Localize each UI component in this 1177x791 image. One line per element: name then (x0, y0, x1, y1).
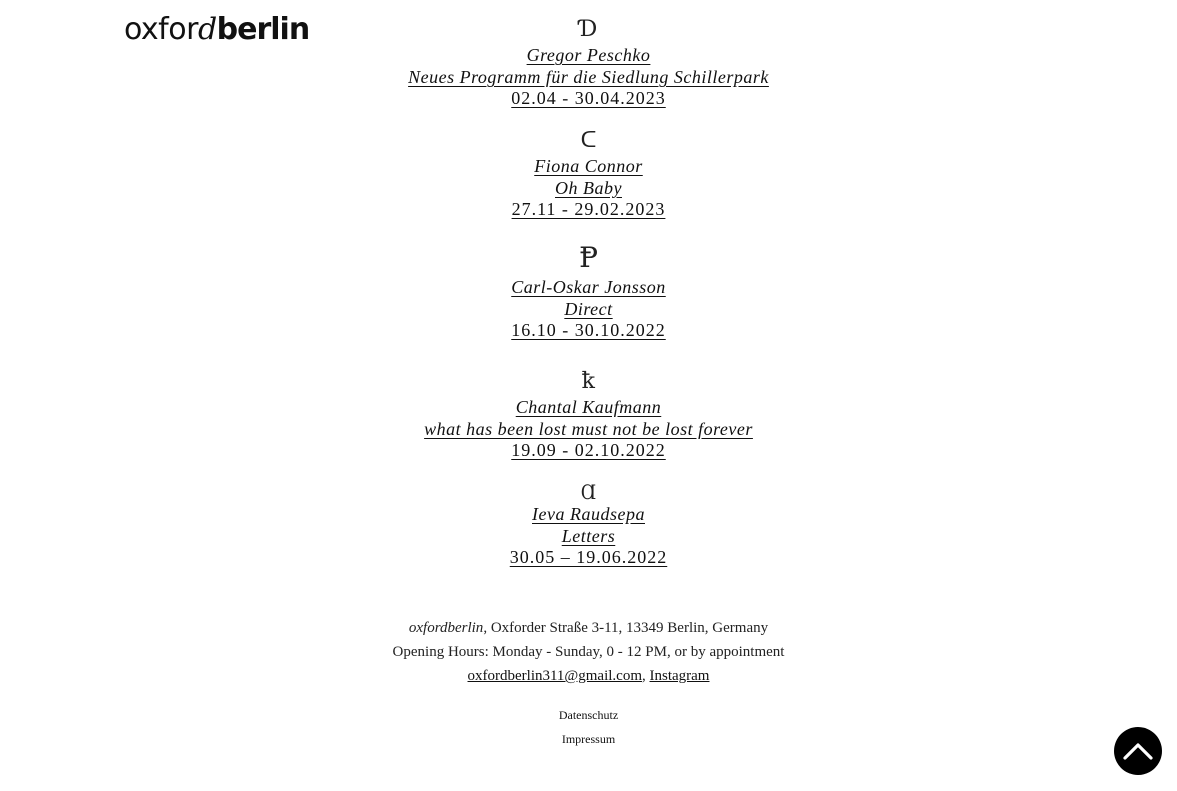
exhibition-item[interactable] (0, 368, 1177, 461)
footer-address-line (0, 616, 1177, 640)
exhibition-dates: 19.09 - 02.10.2022 (511, 440, 666, 460)
exhibition-item[interactable] (0, 16, 1177, 109)
site-footer (0, 616, 1177, 688)
exhibition-item[interactable] (0, 127, 1177, 220)
privacy-link[interactable]: Datenschutz (558, 708, 619, 722)
exhibition-item[interactable] (0, 481, 1177, 568)
scroll-to-top-button[interactable] (1114, 727, 1162, 775)
exhibition-symbol: ᑕ (580, 128, 597, 153)
exhibition-dates: 30.05 – 19.06.2022 (509, 547, 668, 567)
footer-gallery-name: oxfordberlin (408, 620, 484, 636)
exhibition-artist: Chantal Kaufmann (515, 397, 662, 417)
footer-contact-line (0, 664, 1177, 688)
instagram-link[interactable]: Instagram (649, 668, 710, 684)
exhibition-symbol: Ɗ (579, 17, 598, 42)
exhibition-title: Letters (561, 526, 616, 546)
exhibition-symbol: Ᵽ (579, 241, 598, 274)
logo-part-3: berlin (216, 12, 310, 47)
contact-separator: , (642, 668, 650, 684)
chevron-up-icon (1123, 741, 1153, 761)
exhibition-dates: 02.04 - 30.04.2023 (511, 88, 666, 108)
logo-part-2: d (197, 12, 217, 47)
exhibition-dates: 16.10 - 30.10.2022 (511, 320, 666, 340)
footer-opening-hours: Opening Hours: Monday - Sunday, 0 - 12 PM, or by appointment (392, 644, 785, 660)
exhibition-artist: Gregor Peschko (526, 45, 651, 65)
exhibition-item[interactable] (0, 240, 1177, 341)
exhibition-artist: Ieva Raudsepa (532, 504, 645, 524)
imprint-link[interactable]: Impressum (561, 732, 616, 746)
email-link[interactable]: oxfordberlin311@gmail.com (467, 668, 642, 684)
exhibition-title: Oh Baby (555, 178, 622, 198)
logo-part-1: oxfor (124, 12, 198, 47)
exhibition-artist: Fiona Connor (534, 156, 643, 176)
exhibition-symbol: ꝁ (581, 369, 596, 394)
exhibition-dates: 27.11 - 29.02.2023 (511, 199, 666, 219)
exhibition-title: Neues Programm für die Siedlung Schillerpark (408, 67, 769, 87)
exhibition-symbol: Ɑ (580, 480, 597, 504)
exhibition-title: what has been lost must not be lost forever (424, 419, 753, 439)
footer-address: , Oxforder Straße 3-11, 13349 Berlin, Germany (483, 620, 769, 636)
exhibition-artist: Carl-Oskar Jonsson (511, 277, 666, 297)
exhibition-title: Direct (564, 299, 613, 319)
